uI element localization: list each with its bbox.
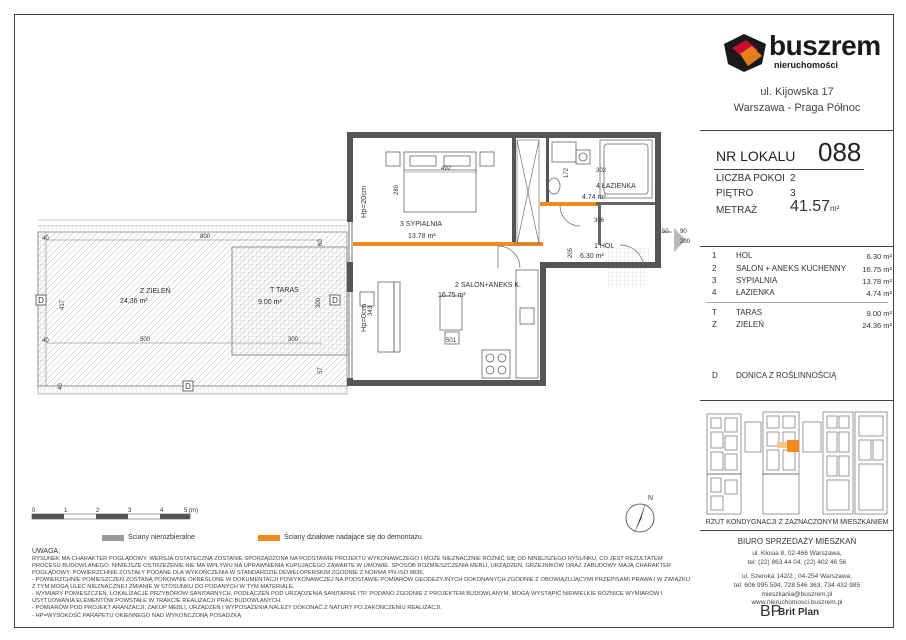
dim-60: 60 <box>318 239 324 246</box>
dim-500: 500 <box>140 337 151 343</box>
dim-492: 492 <box>440 166 452 172</box>
floor-value: 3 <box>790 188 796 199</box>
outdoor-area: 9.00 m² <box>866 309 892 318</box>
scale-4: 4 <box>160 508 164 514</box>
windows <box>349 222 352 378</box>
area-taras: 9.00 m² <box>258 299 282 306</box>
entry-hatch <box>605 248 649 262</box>
floor-label: PIĘTRO <box>716 188 754 199</box>
room-number: 3 <box>712 276 717 285</box>
unit-number-value: 088 <box>818 137 862 167</box>
dim-57: 57 <box>318 367 324 374</box>
area-unit: m² <box>830 204 840 213</box>
rooms-count-label: LICZBA POKOI <box>716 173 785 184</box>
unit-number-label: NR LOKALU <box>716 148 796 164</box>
area-hol: 6.30 m² <box>580 253 604 260</box>
note-5: - HP=WYSOKOŚĆ PARAPETU OKIENNEGO NAD WYKOŃCZONĄ POSADZKĄ <box>32 613 242 619</box>
dim-172: 172 <box>564 167 570 178</box>
outdoor-name: TARAS <box>736 308 763 317</box>
dim-200: 200 <box>680 239 691 245</box>
area-value <box>790 198 839 216</box>
scale-0: 0 <box>32 508 36 514</box>
dim-40a: 40 <box>42 236 49 242</box>
scale-5: 5 (m) <box>184 508 198 514</box>
dim-501: 501 <box>446 338 457 344</box>
brand-sub: nieruchomości <box>774 60 839 70</box>
north-arrow-icon <box>626 495 654 534</box>
dim-50: 50 <box>662 229 669 235</box>
demolishable-walls <box>353 202 598 246</box>
office-title: BIURO SPRZEDAŻY MIESZKAŃ <box>737 537 857 546</box>
office-address-2: ul. Szeroka 142/2 , 04-254 Warszawa, <box>742 573 852 580</box>
dim-300b: 300 <box>316 297 322 308</box>
area-salon: 16.75 m² <box>438 292 466 299</box>
note-2: - POWIERZCHNIE POMIESZCZEŃ ZOSTANĄ PONOWNIE OKREŚLONE W DOKUMENTACJI POWYKONAWCZEJ NA PODSTAWIE POMIARÓW GEODEZYJNYCH DOKONANYCH ZGODNIE Z OBOWIĄZUJĄCYMI PRZEPISAMI PRAWA I W ZWIĄZKU Z TYM MOGĄ ULEC NIEZNACZNEJ ZMIANIE W STOSUNKU DO PODANYCH W TYM MATERIALE. <box>32 577 691 590</box>
bed <box>386 152 494 212</box>
area-lazienka: 4.74 m² <box>582 194 606 201</box>
donica-name: DONICA Z ROŚLINNOŚCIĄ <box>736 371 837 380</box>
legend-nonstructural: Ściany nierozbieralne <box>128 534 195 541</box>
scale-bar <box>32 508 198 519</box>
label-sypialnia: 3 SYPIALNIA <box>400 221 443 228</box>
area-zielen: 24.36 m² <box>120 298 148 305</box>
interior-partitions <box>596 202 655 245</box>
area-label: METRAŻ <box>716 205 758 216</box>
room-area: 4.74 m² <box>866 289 892 298</box>
divider <box>714 169 864 170</box>
divider <box>706 302 888 303</box>
office-address-1: ul. Kłosia 8, 02-466 Warszawa, <box>752 550 842 557</box>
dim-343: 343 <box>368 305 374 316</box>
outdoor-code: T <box>712 308 717 317</box>
scale-2: 2 <box>96 508 100 514</box>
svg-text:N: N <box>648 495 654 502</box>
developer-name: Brit Plan <box>778 607 820 618</box>
room-name: HOL <box>736 251 753 260</box>
area-number: 41.57 <box>790 198 831 215</box>
label-hol: 1 HOL <box>594 243 615 250</box>
divider <box>700 246 894 247</box>
outdoor-name: ZIELEŃ <box>736 320 765 329</box>
outdoor-code: Z <box>712 320 717 329</box>
legend-swatch-orange <box>258 535 280 541</box>
label-zielen: Z ZIELEŃ <box>140 288 171 295</box>
dim-300a: 300 <box>288 337 299 343</box>
dim-417: 417 <box>60 299 66 310</box>
scale-3: 3 <box>128 508 132 514</box>
brit-plan-logo-icon: BP <box>760 603 782 620</box>
hp-label-1: Hp=20cm <box>359 185 368 218</box>
divider <box>700 400 894 401</box>
dim-800: 800 <box>200 234 211 240</box>
room-area: 6.30 m² <box>866 252 892 261</box>
note-3: - WYMIARY POMIESZCZEŃ, LOKALIZACJE PRZYBORÓW SANITARNYCH, PODŁĄCZEŃ POD URZĄDZENIA SANITARNE ITP. PODANO ZGODNIE Z PROJEKTEM BUDOWLANYM, MOGĄ WYSTĄPIĆ NIEWIELKIE RÓŻNICE WYMIARÓW I USYTUOWANIA ELEMENTÓW POWSTAŁE W TRAKCIE REALIZACJI PRAC BUDOWLANYCH. <box>32 591 663 604</box>
address-line-2: Warszawa - Praga Północ <box>733 102 861 114</box>
closet-hatch <box>608 268 646 288</box>
office-phone-1: tel: (22) 863 44 04, (22) 402 46 56 <box>747 559 847 566</box>
room-number: 1 <box>712 251 717 260</box>
dim-40c: 40 <box>58 383 64 390</box>
donica-code: D <box>712 371 718 380</box>
area-sypialnia: 13.78 m² <box>408 233 436 240</box>
note-4: - POMIARÓW POD PROJEKT ARANŻACJI, ZAKUP MEBLI, URZĄDZEŃ I WYPOSAŻENIA NALEŻY DOKONAĆ Z NATURY PO ZAKOŃCZENIU REALIZACJI. <box>32 605 442 611</box>
address-line-1: ul. Kijowska 17 <box>760 86 834 98</box>
scale-1: 1 <box>64 508 68 514</box>
label-lazienka: 4 ŁAZIENKA <box>596 183 636 190</box>
office-phone-2: tel: 606 995 594, 728 546 363, 734 432 985 <box>733 582 861 589</box>
divider <box>700 530 894 531</box>
keyplan-caption: RZUT KONDYGNACJI Z ZAZNACZONYM MIESZKANIEM <box>705 519 889 526</box>
divider <box>700 130 894 131</box>
room-area: 13.78 m² <box>862 277 892 286</box>
room-name: SALON + ANEKS KUCHENNY <box>736 264 847 273</box>
office-email[interactable]: mieszkania@buszrem.pl <box>761 591 833 598</box>
dim-90: 90 <box>680 229 687 235</box>
brand-name: buszrem <box>769 30 881 61</box>
dim-306: 306 <box>594 218 605 224</box>
wardrobe <box>517 140 539 244</box>
dim-205: 205 <box>568 247 574 258</box>
office-website[interactable]: www.nieruchomosci.buszrem.pl <box>751 599 843 606</box>
room-name: ŁAZIENKA <box>736 288 775 297</box>
room-number: 2 <box>712 264 717 273</box>
donica-label-right: D <box>332 296 338 305</box>
outdoor-area: 24.36 m² <box>862 321 892 330</box>
legend-swatch-grey <box>102 535 124 541</box>
dim-302: 302 <box>596 168 607 174</box>
room-area: 16.75 m² <box>862 265 892 274</box>
dim-280: 280 <box>394 184 400 195</box>
label-taras: T TARAS <box>270 287 299 294</box>
key-plan <box>705 408 889 516</box>
room-name: SYPIALNIA <box>736 276 778 285</box>
legend-demolish: Ściany działowe nadające się do demontażu <box>284 534 422 541</box>
room-number: 4 <box>712 288 717 297</box>
dim-40b: 40 <box>42 338 49 344</box>
donica-label-bottom: D <box>185 382 191 391</box>
rooms-count-value: 2 <box>790 173 796 184</box>
donica-label-left: D <box>38 296 44 305</box>
hp-label-2: Hp=0cm <box>359 303 368 332</box>
label-salon: 2 SALON+ANEKS K. <box>455 282 521 289</box>
note-1: RYSUNEK MA CHARAKTER POGLĄDOWY. WERSJA OSTATECZNA ZOSTANIE SPORZĄDZONA NA PODSTAWIE PROJEKTU WYKONAWCZEGO I MOŻE NIEZNACZNIE RÓŻNIĆ SIĘ OD NINIEJSZEGO RYSUNKU, CO JEST REZULTATEM PROCESU BUDOWLANEGO. NINIEJSZE OSTRZEŻENIE NIE MA WPŁYWU NA UPRAWNIENIA KUPUJĄCEGO ZAWARTE W UMOWIE. SPOSÓB ROZMIESZCZENIA MEBLI, URZĄDZEŃ, GRZEJNIKÓW ORAZ ZABUDOWY MAJĄ CHARAKTER POGLĄDOWY. POWIERZCHNIE ZOSTAŁY PODANE DLA WYKOŃCZENIA W STANDARDZIE DEWELOPERSKIM ZGODNIE Z NORMĄ PN-ISO 9836. <box>32 556 672 576</box>
notes-title: UWAGA: <box>32 548 61 555</box>
